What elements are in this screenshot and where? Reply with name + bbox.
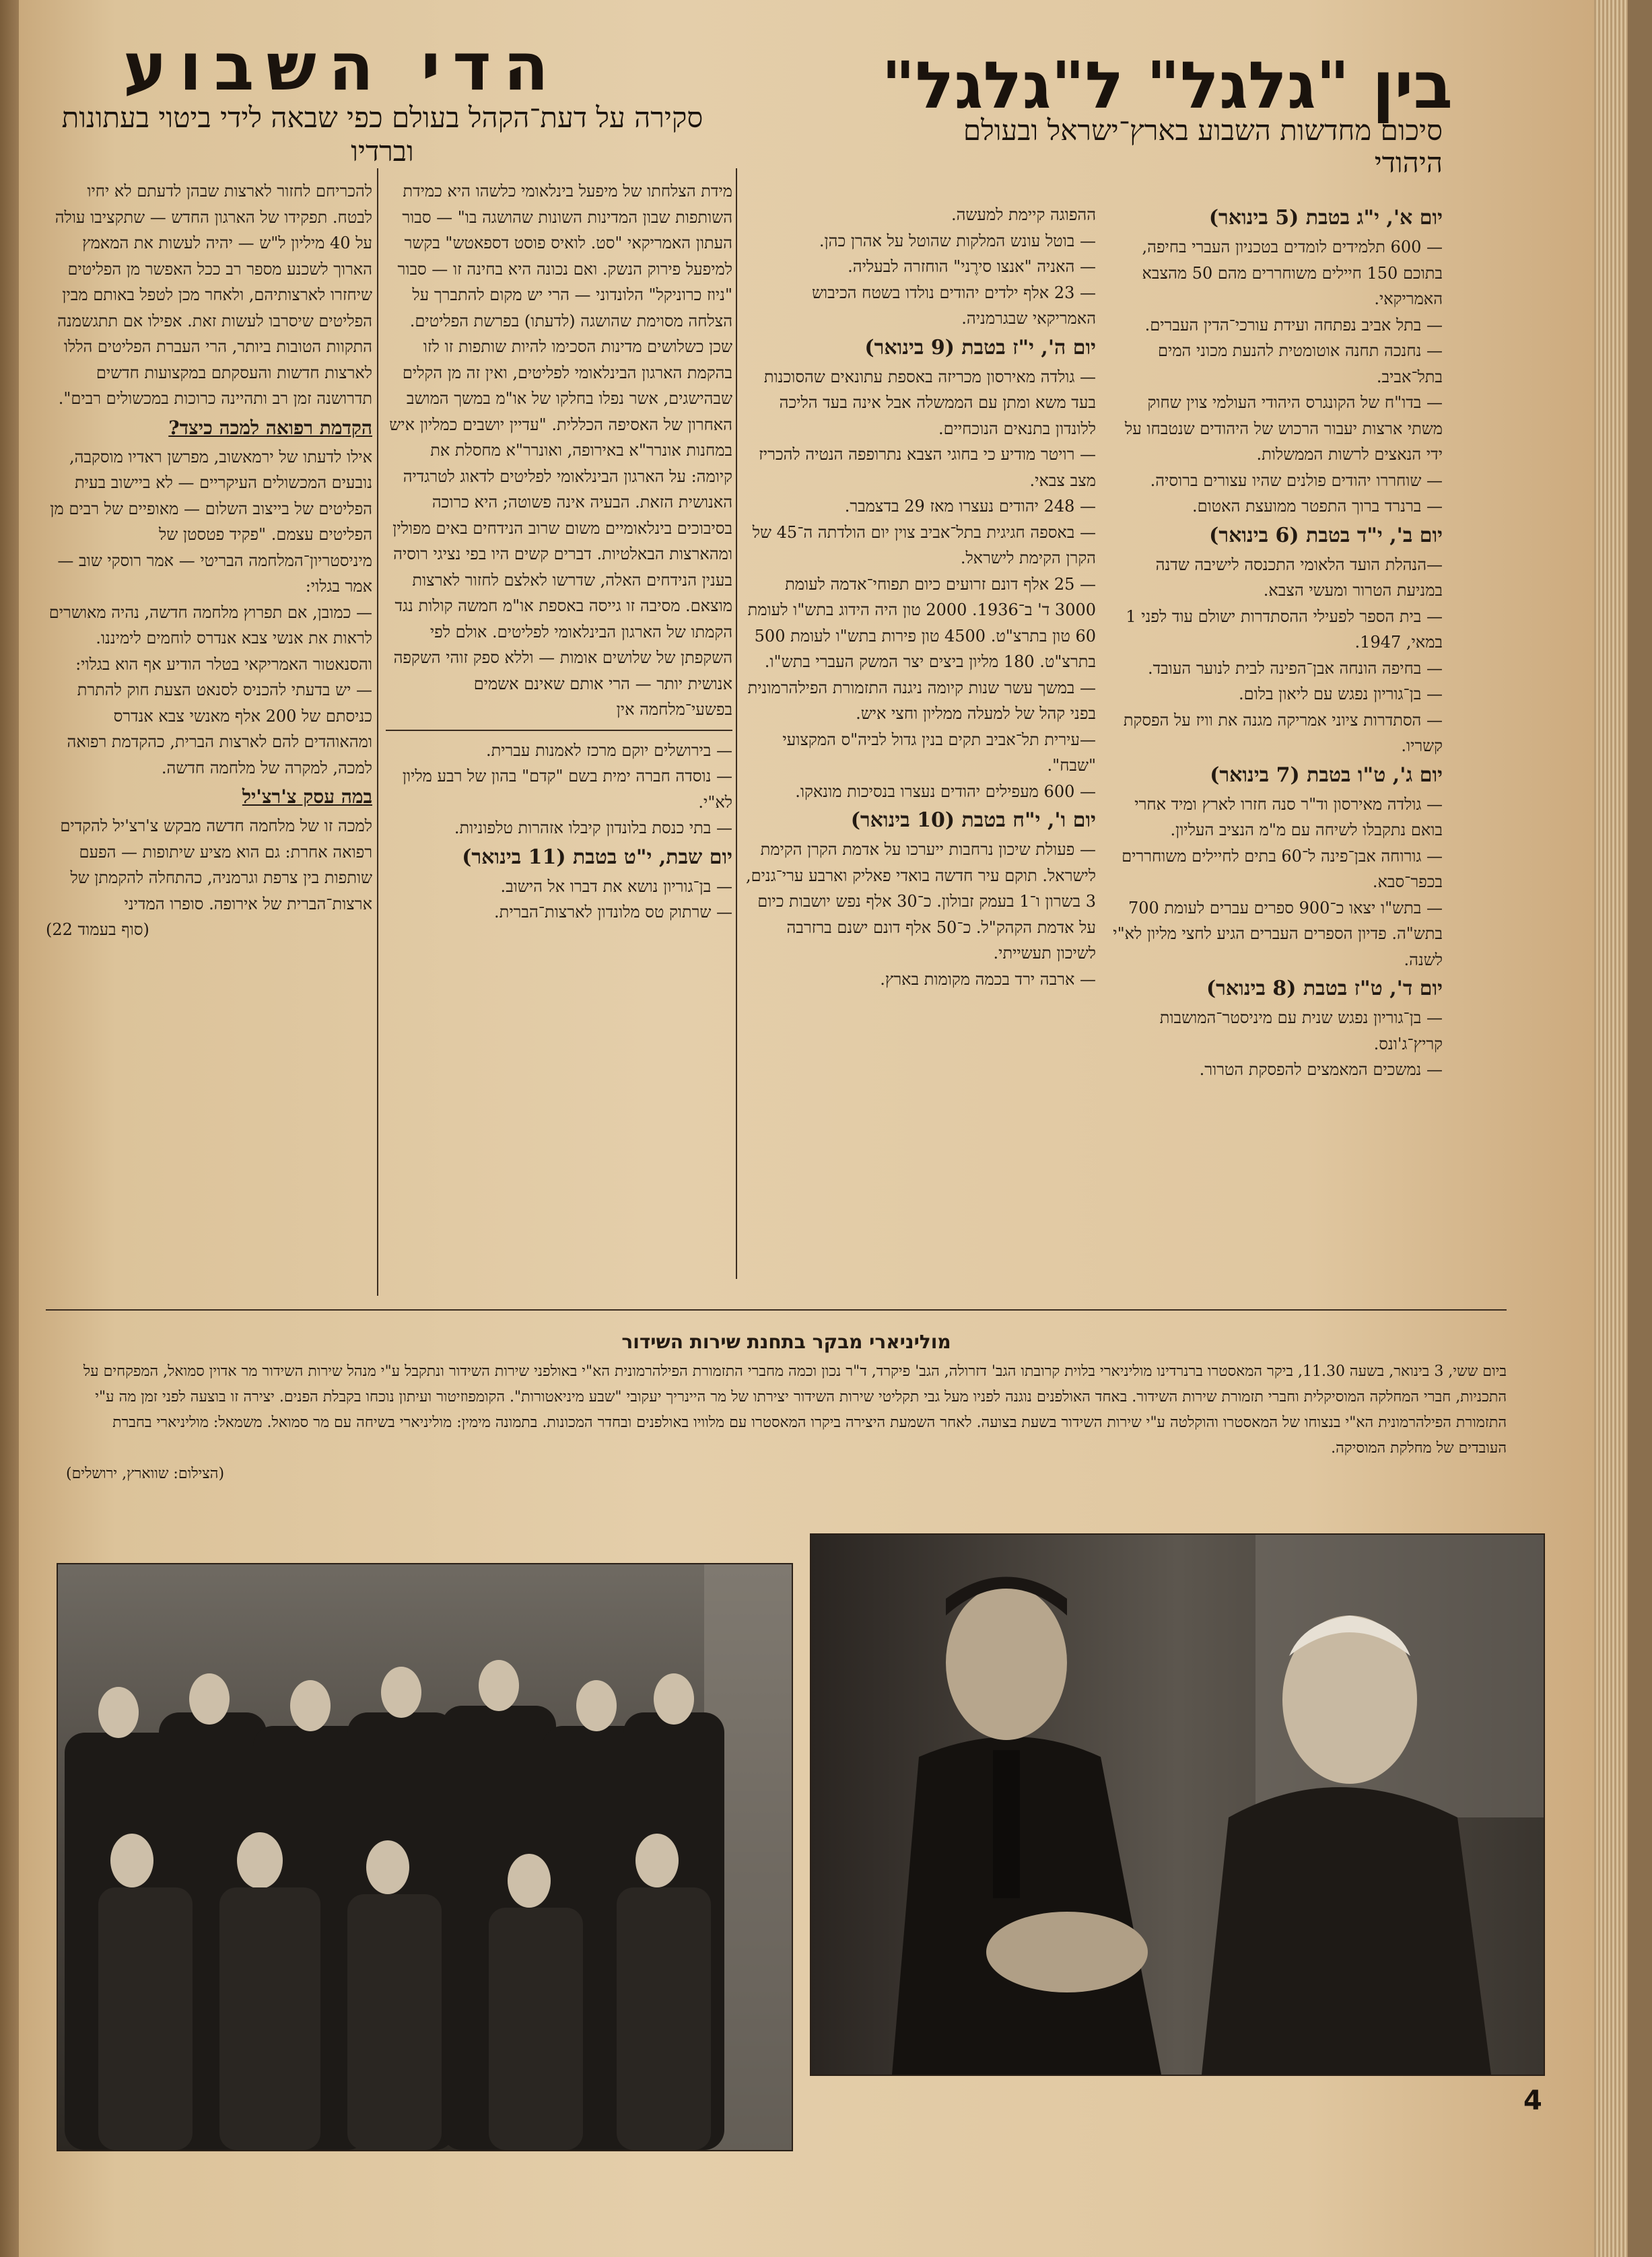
date-heading: יום ד', ט"ז בטבת (8 בינואר) (1206, 977, 1443, 1000)
news-item: — כמובן, אם תפרוץ מלחמה חדשה, נהיה מאושרים לראות את אנשי צבא אנדרס לוחמים לימיננו. (48, 602, 372, 648)
news-item: — 23 אלף ילדים יהודים נולדו בשטח הכיבוש האמריקאי שבגרמניה. (811, 283, 1096, 328)
news-item: (סוף בעמוד 22) (46, 920, 149, 939)
news-item: — בתל אביב נפתחה ועידת עורכי־הדין העברים. (1144, 315, 1443, 335)
news-item: — בתי כנסת בלונדון קיבלו אזהרות טלפוניות. (454, 819, 732, 837)
date-heading: יום ג', ט"ו בטבת (7 בינואר) (1210, 763, 1443, 787)
news-item: — שוחררו יהודים פולנים שהיו עצורים ברוסיה. (1150, 471, 1443, 490)
date-heading: יום א', י"ג בטבת (5 בינואר) (1208, 206, 1443, 230)
newspaper-page (19, 0, 1628, 2257)
news-item: — בית הספר לפעילי ההסתדרות ישולם עוד לפני 1 במאי, 1947. (1126, 606, 1443, 652)
news-item: — גולדה מאירסון מכריזה באספת עתונאים שהסוכנות בעד משא ומתן עם הממשלה אבל אינה בעד הליכה ללונדון בתנאים הנוכחיים. (763, 367, 1096, 438)
news-item: — בן־גוריון נושא את דברו אל הישוב. (500, 876, 732, 896)
news-item: —עירית תל־אביב תקים בנין גדול לביה"ס המקצועי "שבח". (782, 730, 1096, 775)
date-heading: יום שבת, י"ט בטבת (11 בינואר) (462, 845, 732, 869)
news-item: — הסתדרות ציוני אמריקה מגנה את וויז על הפסקת קשריו. (1123, 710, 1443, 755)
news-item: — נחנכה תחנה אוטומטית להנעת מכוני המים בתל־אביב. (1158, 341, 1443, 386)
news-item: — יש בדעתי להכניס לסנאט הצעת חוק להתרת כניסתם של 200 אלף מאנשי צבא אנדרס ומהאוהדים להם לארצות הברית, כהקדמת רפואה למכה, למקרה של מלחמה חדשה. (67, 681, 372, 777)
date-heading: יום ב', י"ד בטבת (6 בינואר) (1209, 523, 1443, 547)
news-summary-title: בין "גלגל" ל"גלגל" (881, 48, 1453, 123)
news-item: והסנאטור האמריקאי בטלר הודיע אף הוא בגלוי: (75, 654, 372, 674)
news-item: — במשך עשר שנות קיומה ניגנה התזמורת הפילהרמונית בפני קהל של למעלה ממליון וחצי איש. (747, 678, 1096, 723)
section-divider (386, 730, 732, 731)
column-divider (377, 168, 378, 1296)
news-item: — 25 אלף דונם זרועים כיום תפוחי־אדמה לעומת 3000 ד' ב־1936. 2000 טון היה הידוג בתש"ו לעומת 60 טון בתרצ"ט. 4500 טון פירות בתש"ו לעומת 500 בתרצ"ט. 180 מליון ביצים יצר המשק העברי בתש"ו. (747, 574, 1096, 671)
news-item: מידת הצלחתו של מיפעל בינלאומי כלשהו היא כמידת השותפות שבון המדינות השונות שהושגה בו" — סבור העתון האמריקאי "סט. לואיס פוסט דספאטש" בקשר למיפעל פירוק הנשק. ואם נכונה היא בחינה זו — סבור "ניוז כרוניקל" הלונדוני — הרי יש מקום להתברך על הצלחה מסוימת שהושגה (לדעתו) בפרשת הפליטים. שכן כשלושים מדינות הסכימו להיות שותפות זו לזו בהקמת הארגון הבינלאומי לפליטים, ואין זה מן הקלים שבהישגים, אשר נפלו בחלקו של או"מ במשך המושב האחרון של האסיפה הכללית. "עדיין יושבים כמליון איש במחנות אונרר"א באירופה, ואונרר"א מחסלת את קיומה: על הארגון הבינלאומי לפליטים לדאוג לטרגדיה האנושית הזאת. הבעיה אינה פשוטה; היא כרוכה בסיבוכים בינלאומיים משום שרוב הנידחים באים מפולין ומהארצות הבאלטיות. דברים קשים היו בפי נציגי רוסיה בענין הנידחים האלה, שדרשו לאלצם לחזור לארצות מוצאם. מסיבה זו גייסה באספת או"מ חמשה קולות נגד הקמתו של הארגון הבינלאומי לפליטים. אולם לפי השקפתן של שלושים אומות — וללא ספק זוהי השקפה אנושית יותר — הרי אותם שאינם אשמים בפשעי־מלחמה אין (389, 182, 732, 719)
news-item: — ברנרד ברוך התפטר ממועצת האטום. (1192, 497, 1443, 516)
news-column-2 (746, 202, 1096, 1272)
news-item: — רויטר מודיע כי בחוגי הצבא נתרופפה הנטיה להכריז מצב צבאי. (759, 445, 1096, 490)
conversation-photo-image (811, 1535, 1544, 2075)
photo-molinari-musicians (57, 1563, 793, 2151)
news-item: — נמשכים המאמצים להפסקת הטרור. (1199, 1060, 1443, 1079)
news-item: — בחיפה הונחה אבן־הפינה לבית לנוער העובד. (1147, 658, 1443, 678)
news-item: — פעולת שיכון נרחבות ייערכו על אדמת הקרן הקימת לישראל. תוקם עיר חדשה בואדי פאליק וארבע ערי־גנים, 3 בשרון ו־1 בעמק זבולון. כ־30 אלף נפש יושבות כיום על אדמת הקהק"ל. כ־50 אלף דונם ישנם ברזרבה לשיכון תעשייתי. (745, 840, 1096, 963)
news-column-1 (1109, 202, 1443, 1272)
news-item: — 248 יהודים נעצרו מאז 29 בדצמבר. (844, 497, 1096, 516)
column-divider (736, 168, 737, 1279)
news-summary-subtitle: סיכום מחדשות השבוע בארץ־ישראל ובעולם היהודי (963, 114, 1443, 179)
date-heading: יום ו', י"ח בטבת (10 בינואר) (850, 808, 1096, 832)
news-item: להכריחם לחזור לארצות שבהן לדעתם לא יחיו לבטח. תפקידו של הארגון החדש — שתקציבו עולה על 40 מיליון ל"ש — יהיה לעשות את המאמץ הארוך לשכנע מספר רב ככל האפשר מן הפליטים שיחזרו לארצותיהם, ולאחר מכן לטפל באותם מבין הפליטים שיסרבו לעשות זאת. אפילו אם תתגשמנה התקוות הטובות ביותר, הרי העברת הפליטים הללו לארצות חדשות והעסקתם במקצועות חדשים תדרושנה זמן רב ותהיינה כרוכות במכשולים רבים". (55, 182, 372, 408)
news-item: — 600 מעפילים יהודים נעצרו בנסיכות מונאקו. (795, 782, 1096, 801)
news-item: למכה זו של מלחמה חדשה מבקש צ'רצ'יל להקדים רפואה אחרת: גם הוא מציע שיתופות — הפעם שותפות בין צרפת וגרמניה, כהתחלה להקמתן של ארצות־הברית של אירופה. סופרו המדיני (60, 817, 372, 913)
news-item: — נוסדה חברה ימית בשם "קדם" בהון של רבע מליון לא"י. (402, 767, 732, 812)
news-item: — שרתוק טס מלונדון לארצות־הברית. (494, 903, 732, 922)
news-item: — בירושלים יוקם מרכז לאמנות עברית. (485, 740, 732, 760)
news-item: — בוטל עונש המלקות שהוטל על אהרן כהן. (819, 231, 1096, 250)
news-item: ההפוגה קיימת למעשה. (951, 205, 1096, 224)
news-item: — בן־גוריון נפגש עם ליאון בלום. (1239, 685, 1443, 703)
news-item: — גולדה מאירסון וד"ר סנה חזרו לארץ ומיד אחרי בואם נתקבלו לשיחה עם מ"מ הנציב העליון. (1134, 794, 1443, 839)
subheading: במה עסק צ'רצ'יל (242, 786, 372, 808)
section-rule (46, 1309, 1507, 1311)
news-item: — ארבה ירד בכמה מקומות בארץ. (880, 969, 1096, 989)
news-item: — האניה "אנצו סירֶני" הוחזרה לבעליה. (848, 257, 1096, 276)
echoes-subtitle: סקירה על דעת־הקהל בעולם כפי שבאה לידי ביטוי בעתונות וברדיו (61, 101, 703, 168)
caption-body: ביום ששי, 3 בינואר, בשעה 11.30, ביקר המאסטרו ברנרדינו מוליניארי בלוית קרובתו הגב' דזרולה, הגב' פיקרד, ד"ר נכון וכמה מחברי התזמורת הפילהרמונית הא"י באולפני שירות השידור ונתקבל ע"י מנהל שירות השידור מר אדוין סמואל, המפקחים על התכניות, חברי המחלקה המוסיקלית וחברי תזמורת שירות השידור. באחד האולפנים נוגנה לפניו מעל גבי תקליטי שירות השידור יצירתו של מר היינריך יעקובי "שבע מיניאטורות". הקומפוזיטור ועיתון נוכחו בקבלת הפנים. יצירה זו בוצעה לפני זמן מה ע"י התזמורת הפילהרמונית הא"י בנצוחו של המאסטרו והוקלטה ע"י שירות השידור בשעת בצועה. לאחר השמעת היצירה ביקרו המאסטרו עם מלוויו באולפנים ובחדר המכונות. בתמונה מימין: מוליניארי בשיחה עם מר סמואל. משמאל: מוליניארי בחברת העובדים של מחלקת המוסיקה. (83, 1363, 1507, 1457)
news-item: — בדו"ח של הקונגרס היהודי העולמי צוין שחוק משתי ארצות יעבור הרכוש של היהודים שנטבחו על ידי הנאצים לרשות הממשלות. (1124, 393, 1443, 464)
echoes-column-1 (386, 178, 732, 1296)
caption-title: מוליניארי מבקר בתחנת שירות השידור (621, 1331, 951, 1353)
news-item: —הנהלת הועד הלאומי התכנסה לישיבה שדנה במניעת הטרור ומעשי הצבא. (1155, 555, 1443, 600)
news-item: אילו לדעתו של ירמאשוב, מפרשן ראדיו מוסקבה, נובעים המכשולים העיקריים — לא ביישוב בעית הפליטים של בייצוב השלום — מאופיים של רבים מן הפליטים עצמם. "פקיד פטסטן של מיניסטריון־המלחמה הבריטי — אמר רוסקי שוב — אמר בגלוי: (50, 447, 372, 596)
photo-molinari-samuel (810, 1533, 1545, 2076)
news-item: — גורוחה אבן־פינה ל־60 בתים לחיילים משוחררים בכפר־סבא. (1122, 846, 1443, 891)
news-item: — בתש"ו יצאו כ־900 ספרים עברים לעומת 700 בתש"ה. פדיון הספרים העברים הגיע לחצי מליון לא"י לשנה. (1113, 898, 1443, 969)
echoes-column-2 (46, 178, 372, 1296)
news-item: — בן־גוריון נפגש שנית עם מיניסטר־המושבות קריץ־ג'ונס. (1159, 1008, 1443, 1053)
subheading: הקדמת רפואה למכה כיצד? (168, 416, 372, 439)
date-heading: יום ה', י"ז בטבת (9 בינואר) (864, 335, 1096, 359)
echoes-title: הדי השבוע (123, 29, 561, 106)
page-edge-stack (1594, 0, 1628, 2257)
news-item: — 600 תלמידים לומדים בטכניון העברי בחיפה, בתוכם 150 חיילים משוחררים מהם 50 מהצבא האמריקאי. (1142, 238, 1443, 308)
photo-caption (66, 1329, 1507, 1552)
photo-credit: (הצילום: שווארץ, ירושלים) (66, 1465, 225, 1482)
news-item: — באספה חגיגית בתל־אביב צוין יום הולדתה ה־45 של הקרן הקימת לישראל. (752, 522, 1096, 567)
page-number: 4 (1523, 2085, 1542, 2116)
group-photo-image (58, 1564, 792, 2150)
